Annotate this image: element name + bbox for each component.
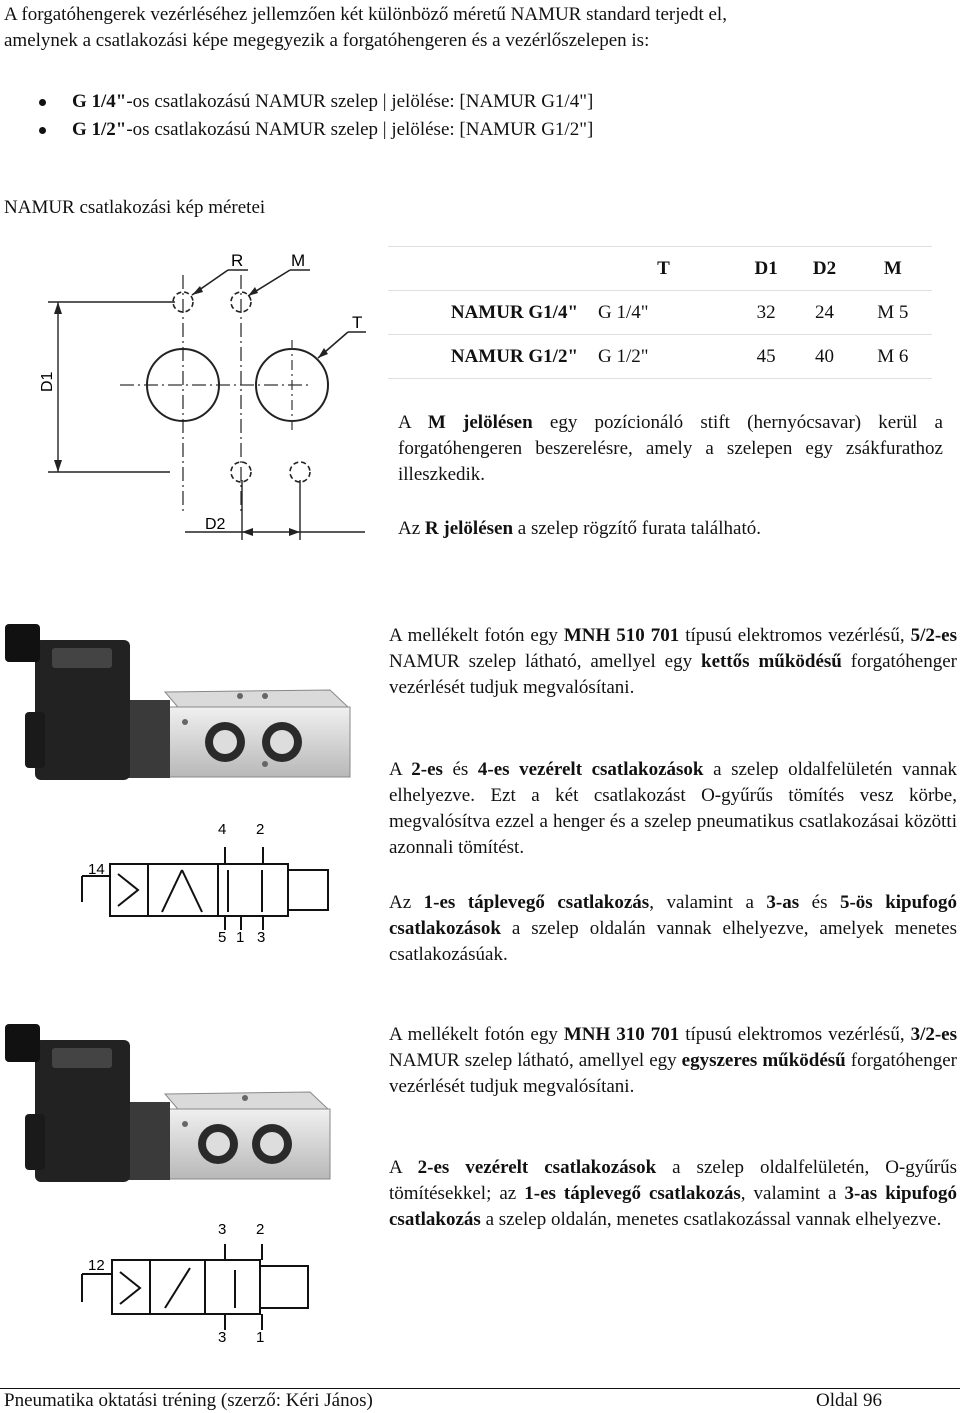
list-item-bold: G 1/4" — [72, 91, 127, 112]
valve-photo-310 — [0, 1012, 370, 1347]
text: , valamint a — [649, 892, 767, 913]
mnh310-description — [389, 1022, 957, 1100]
page-number: Oldal 96 — [816, 1390, 882, 1411]
emphasis: 1-es táplevegő csatlakozás — [423, 892, 650, 913]
list-item — [35, 88, 935, 116]
symbol-port-2: 2 — [256, 1221, 265, 1238]
intro-line-1: A forgatóhengerek vezérléséhez jellemzően két különböző méretű NAMUR standard terjedt el, — [4, 4, 727, 25]
text: egy pozícionáló stift (hernyócsavar) kerül a forgatóhengeren beszerelésre, amely a szelepen egy zsákfurathoz illeszkedik. — [398, 412, 943, 485]
cell-M: M 5 — [854, 291, 932, 335]
symbol-pilot-14: 14 — [88, 861, 105, 878]
cell-D2: 24 — [795, 291, 853, 335]
emphasis: R jelölésen — [424, 518, 514, 539]
valve-type: 3/2-es — [910, 1024, 958, 1045]
namur-size-list — [35, 88, 935, 144]
hole-bottom-right — [290, 462, 310, 482]
emphasis: 4-es vezérelt csatlakozások — [477, 759, 704, 780]
intro-line-2: amelynek a csatlakozási képe megegyezik a forgatóhengeren és a vezérlőszelepen is: — [4, 30, 650, 51]
text: és — [799, 892, 840, 913]
namur-dimension-drawing — [20, 240, 380, 550]
cell-D1: 32 — [737, 291, 795, 335]
text: A — [389, 759, 412, 780]
text: Az — [398, 518, 425, 539]
column-header: D1 — [737, 247, 795, 291]
text: a szelep oldalfelületén, O-gyűrűs tömítésekkel; az — [389, 1157, 957, 1204]
text: a szelep oldalán, menetes csatlakozással vannak elhelyezve. — [480, 1209, 942, 1230]
cell-T: G 1/4" — [590, 291, 737, 335]
column-header: T — [590, 247, 737, 291]
table-row — [388, 291, 932, 335]
emphasis: 3-as — [766, 892, 800, 913]
cell-D1: 45 — [737, 335, 795, 379]
label-D1: D1 — [39, 371, 56, 392]
cell-M: M 6 — [854, 335, 932, 379]
cell-T: G 1/2" — [590, 335, 737, 379]
text: típusú elektromos vezérlésű, — [679, 1024, 911, 1045]
table-corner — [388, 247, 590, 291]
mnh510-description — [389, 623, 957, 701]
row-label: NAMUR G1/2" — [388, 335, 590, 379]
footer-title: Pneumatika oktatási tréning (szerző: Kéri János) — [4, 1390, 373, 1411]
emphasis: M jelölésen — [427, 412, 533, 433]
emphasis: 2-es vezérelt csatlakozások — [417, 1157, 657, 1178]
valve-photo-510 — [0, 612, 370, 952]
symbol-port-3-bottom: 3 — [218, 1329, 227, 1346]
text: típusú elektromos vezérlésű, — [679, 625, 911, 646]
symbol-port-3: 3 — [218, 1221, 227, 1238]
column-header: D2 — [795, 247, 853, 291]
label-M: M — [291, 251, 306, 270]
text: forgatóhenger vezérlését tudjuk megvalósítani. — [389, 651, 957, 698]
text: A — [389, 1157, 418, 1178]
text: NAMUR szelep látható, amellyel egy — [389, 651, 701, 672]
label-T: T — [352, 313, 363, 332]
mnh510-ports-description — [389, 757, 957, 861]
text: A mellékelt fotón egy — [389, 625, 564, 646]
section-heading: NAMUR csatlakozási kép méretei — [4, 197, 266, 218]
cell-D2: 40 — [795, 335, 853, 379]
text: a szelep oldalfelületén vannak elhelyezve. Ezt a két csatlakozást O-gyűrűs tömítés vesz körbe, megvalósítva ezzel a henger és a szelep pneumatikus csatlakozásai közötti azonnali tömítést. — [389, 759, 957, 858]
text: a szelep oldalán vannak elhelyezve, amelyek menetes csatlakozásúak. — [389, 918, 957, 965]
emphasis: 1-es táplevegő csatlakozás — [524, 1183, 741, 1204]
text: A mellékelt fotón egy — [389, 1024, 564, 1045]
symbol-port-5: 5 — [218, 929, 227, 946]
m-marking-note — [398, 410, 943, 488]
emphasis: 5-ös kipufogó csatlakozások — [389, 892, 958, 939]
label-R: R — [231, 251, 244, 270]
text: és — [442, 759, 478, 780]
emphasis: 3-as kipufogó csatlakozás — [389, 1183, 958, 1230]
label-D2: D2 — [205, 516, 226, 533]
text: NAMUR szelep látható, amellyel egy — [389, 1050, 682, 1071]
model-number: MNH 310 701 — [563, 1024, 680, 1045]
text: Az — [389, 892, 424, 913]
symbol-port-1: 1 — [236, 929, 245, 946]
model-number: MNH 510 701 — [563, 625, 680, 646]
symbol-port-1: 1 — [256, 1329, 265, 1346]
symbol-port-2: 2 — [256, 821, 265, 838]
r-marking-note — [398, 516, 943, 542]
column-header: M — [854, 247, 932, 291]
namur-dimension-table — [388, 246, 932, 379]
symbol-pilot-12: 12 — [88, 1257, 105, 1274]
actuator-type: kettős működésű — [701, 651, 842, 672]
text: a szelep rögzítő furata található. — [513, 518, 761, 539]
list-item-bold: G 1/2" — [72, 119, 127, 140]
intro-paragraph — [4, 2, 954, 54]
table-row — [388, 335, 932, 379]
list-item-text: -os csatlakozású NAMUR szelep | jelölése: [NAMUR G1/4"] — [126, 91, 594, 112]
valve-type: 5/2-es — [910, 625, 958, 646]
emphasis: 2-es — [411, 759, 443, 780]
mnh510-exhaust-description — [389, 890, 957, 968]
symbol-port-4: 4 — [218, 821, 227, 838]
mnh310-ports-description — [389, 1155, 957, 1233]
text: , valamint a — [740, 1183, 845, 1204]
list-item — [35, 116, 935, 144]
row-label: NAMUR G1/4" — [388, 291, 590, 335]
list-item-text: -os csatlakozású NAMUR szelep | jelölése: [NAMUR G1/2"] — [126, 119, 594, 140]
symbol-port-3: 3 — [257, 929, 266, 946]
text: forgatóhenger vezérlését tudjuk megvalósítani. — [389, 1050, 957, 1097]
actuator-type: egyszeres működésű — [681, 1050, 846, 1071]
text: A — [398, 412, 428, 433]
table-header-row — [388, 247, 932, 291]
